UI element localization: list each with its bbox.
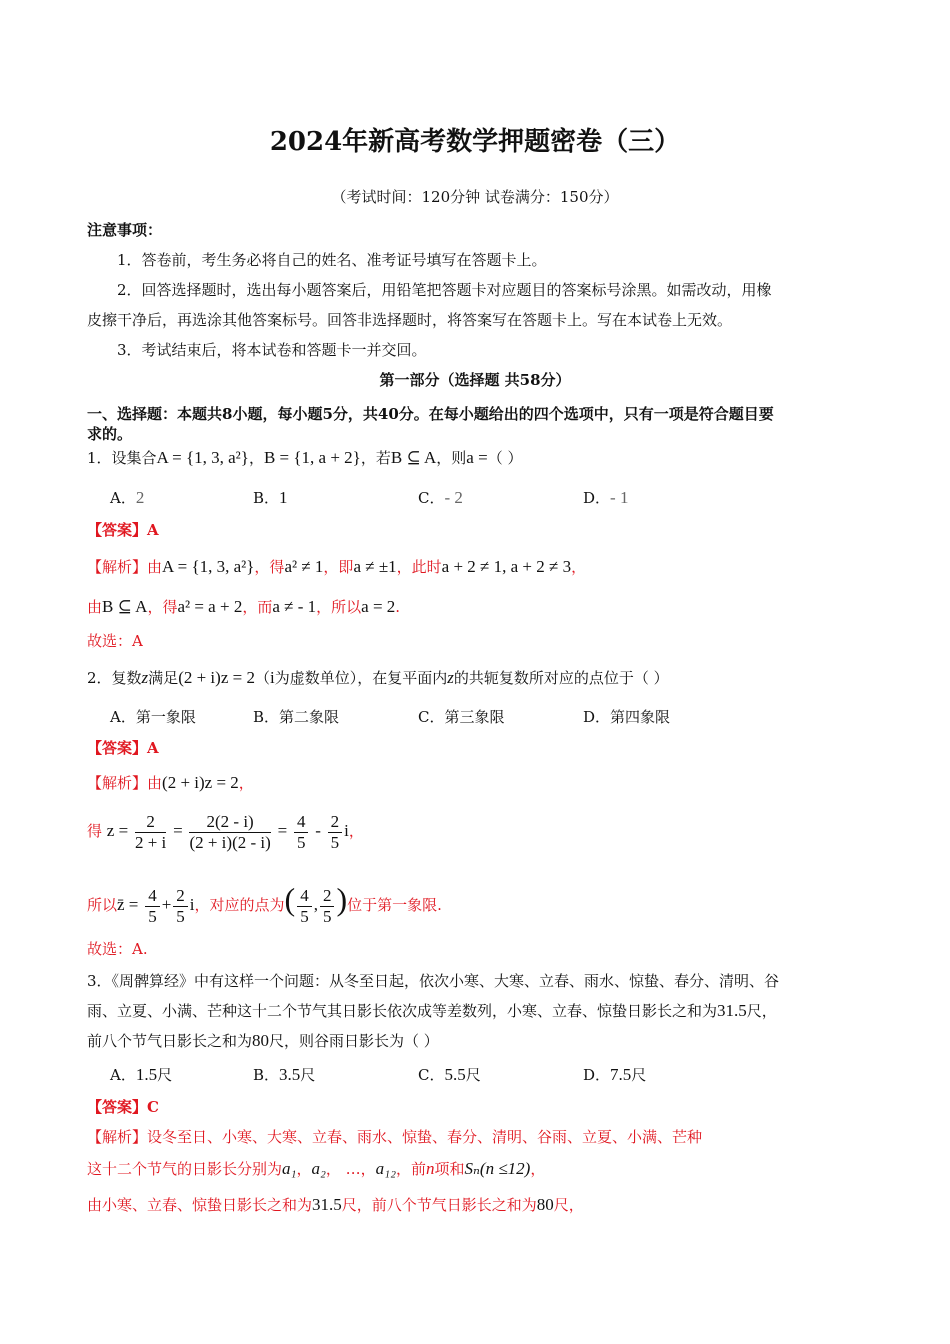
analysis-tag: 【解析】	[87, 1128, 148, 1146]
analysis-math: i	[189, 895, 195, 914]
q1-option-c[interactable]	[418, 487, 463, 509]
analysis-text: 项和	[434, 1160, 465, 1178]
q2-text: （	[254, 669, 270, 687]
note-item-2b: 皮擦干净后，再选涂其他答案标号。回答非选择题时，将答案写在答题卡上。写在本试卷上无效。	[87, 311, 733, 329]
q3-option-d[interactable]	[583, 1064, 646, 1086]
option-value: 第二象限	[279, 708, 340, 726]
option-label: A．	[110, 1066, 136, 1084]
q2-analysis-line-1	[87, 772, 254, 794]
fraction	[135, 812, 166, 853]
analysis-text: 尺，前八个节气日影长之和为	[341, 1196, 537, 1214]
q2-analysis-line-2	[87, 808, 364, 854]
note-item-1: 1．答卷前，考生务必将自己的姓名、准考证号填写在答题卡上。	[117, 251, 547, 269]
q3-analysis-line-3	[87, 1194, 584, 1216]
q2-text: 为虚数单位），在复平面内	[274, 669, 448, 687]
q2-math: z	[447, 668, 454, 687]
analysis-math: +	[161, 895, 172, 914]
q1-analysis-line-2	[87, 596, 400, 618]
option-label: A．	[110, 489, 136, 507]
analysis-text: 尺，	[553, 1196, 584, 1214]
fraction-numerator: 4	[294, 812, 309, 833]
option-value: 5.5	[444, 1065, 466, 1084]
q1-set-a: A = {1, 3, a²}	[156, 448, 249, 467]
question-2-stem	[87, 667, 669, 689]
q2-text: 满足	[148, 669, 179, 687]
q1-text: （ ）	[487, 449, 523, 467]
analysis-text: ，得	[147, 598, 178, 616]
option-label: C．	[418, 1066, 445, 1084]
analysis-text: 由	[147, 558, 163, 576]
analysis-math: z̄ =	[117, 895, 139, 914]
q2-option-a[interactable]	[110, 706, 196, 728]
option-label: C．	[418, 708, 445, 726]
part-heading: 第一部分（选择题 共58分）	[379, 371, 571, 389]
q3-text: 尺，	[746, 1002, 777, 1020]
q2-option-d[interactable]	[583, 706, 670, 728]
fraction	[328, 812, 343, 853]
q3-option-b[interactable]	[253, 1064, 315, 1086]
q3-analysis-line-1	[87, 1126, 702, 1148]
question-1-stem	[87, 447, 522, 469]
analysis-math: z =	[106, 821, 129, 840]
option-value: 3.5	[279, 1065, 301, 1084]
q1-option-d[interactable]	[583, 487, 628, 509]
q3-option-c[interactable]	[418, 1064, 481, 1086]
note-item-2a: 2．回答选择题时，选出每小题答案后，用铅笔把答题卡对应题目的答案标号涂黑。如需改动，用橡	[117, 281, 772, 299]
analysis-text: ，此时	[396, 558, 442, 576]
question-3-line-1: 3．《周髀算经》中有这样一个问题：从冬至日起，依次小寒、大寒、立春、雨水、惊蛰、春分、清明、谷	[87, 972, 780, 990]
option-value: 1	[279, 488, 288, 507]
analysis-math: a² = a + 2	[177, 597, 243, 616]
q3-math: 80	[252, 1031, 270, 1050]
fraction-numerator: 2	[135, 812, 166, 833]
q2-answer: 【答案】A	[87, 739, 159, 757]
analysis-text: ，而	[242, 598, 273, 616]
analysis-math: 80	[536, 1195, 554, 1214]
analysis-text: ，	[571, 558, 587, 576]
fraction	[173, 886, 188, 927]
analysis-math: (	[284, 881, 296, 917]
fraction-denominator: 5	[300, 906, 309, 926]
q3-text: 尺，则谷雨日影长为（ ）	[269, 1032, 439, 1050]
option-label: B．	[253, 708, 280, 726]
q1-set-b: B = {1, a + 2}	[263, 448, 361, 467]
option-label: D．	[583, 708, 611, 726]
analysis-math: Sₙ(n ≤12)	[464, 1159, 531, 1178]
analysis-math: a ≠ - 1	[272, 597, 317, 616]
exam-info: （考试时间：120分钟 试卷满分：150分）	[331, 188, 619, 206]
option-label: D．	[583, 489, 611, 507]
analysis-text: 由	[87, 598, 103, 616]
analysis-math: 31.5	[312, 1195, 342, 1214]
option-value: 1.5	[135, 1065, 158, 1084]
option-value: 第三象限	[444, 708, 505, 726]
q1-final: 故选：A	[87, 632, 143, 650]
option-value: 第四象限	[610, 708, 671, 726]
analysis-text: ，	[530, 1160, 546, 1178]
q2-text: 的共轭复数所对应的点位于（ ）	[453, 669, 669, 687]
analysis-text: ，	[238, 774, 254, 792]
option-label: B．	[253, 1066, 280, 1084]
fraction-denominator: 5	[330, 832, 340, 852]
notes-heading: 注意事项：	[87, 221, 163, 239]
fraction	[145, 886, 160, 927]
analysis-text: 所以	[87, 896, 118, 914]
q1-option-b[interactable]	[253, 487, 288, 509]
q2-math: i	[269, 668, 275, 687]
fraction-numerator: 4	[297, 886, 312, 907]
fraction	[189, 812, 270, 853]
analysis-math: a = 2	[361, 597, 396, 616]
q2-text: 2．复数	[87, 669, 142, 687]
analysis-text: ，前	[395, 1160, 426, 1178]
section-instruction-1: 一、选择题：本题共8小题，每小题5分，共40分。在每小题给出的四个选项中，只有一项是符合题目要	[87, 405, 774, 423]
fraction-numerator: 4	[145, 886, 160, 907]
analysis-math: =	[173, 821, 183, 840]
option-unit: 尺	[631, 1066, 647, 1084]
analysis-math: a + 2 ≠ 1, a + 2 ≠ 3	[441, 557, 572, 576]
q2-math: z	[141, 668, 149, 687]
option-unit: 尺	[157, 1066, 173, 1084]
analysis-math: ,	[313, 895, 318, 914]
option-value: 7.5	[610, 1065, 632, 1084]
q1-condition: B ⊆ A	[390, 448, 437, 467]
analysis-text: ，对应的点为	[194, 896, 285, 914]
fraction	[320, 886, 335, 927]
fraction-numerator: 2(2 - i)	[189, 812, 270, 833]
analysis-math: a² ≠ 1	[284, 557, 324, 576]
q2-equation: (2 + i)z = 2	[178, 668, 255, 687]
analysis-text: ，	[348, 822, 364, 840]
q2-option-b[interactable]	[253, 706, 339, 728]
option-label: B．	[253, 489, 280, 507]
option-label: A．	[110, 708, 136, 726]
q1-text: 1．设集合	[87, 449, 157, 467]
analysis-math: n	[426, 1159, 435, 1178]
q1-ask: a =	[466, 448, 488, 467]
q3-option-a[interactable]	[110, 1064, 172, 1086]
fraction-numerator: 2	[328, 812, 343, 833]
option-value: 第一象限	[135, 708, 196, 726]
fraction-denominator: 5	[322, 906, 332, 926]
fraction-numerator: 2	[320, 886, 335, 907]
q3-text: 前八个节气日影长之和为	[87, 1032, 253, 1050]
analysis-math: a₁₂	[375, 1159, 396, 1178]
analysis-math: a ≠ ±1	[353, 557, 397, 576]
analysis-math: B ⊆ A	[102, 597, 148, 616]
analysis-text: 由	[147, 774, 163, 792]
fraction-denominator: 2 + i	[134, 832, 167, 852]
q3-analysis-line-2	[87, 1158, 545, 1180]
analysis-text: 由小寒、立春、惊蛰日影长之和为	[87, 1196, 313, 1214]
q3-answer: 【答案】C	[87, 1098, 159, 1116]
option-unit: 尺	[465, 1066, 481, 1084]
q1-text: ，	[248, 449, 264, 467]
analysis-tag: 【解析】	[87, 558, 148, 576]
note-item-3: 3．考试结束后，将本试卷和答题卡一并交回。	[117, 341, 427, 359]
analysis-math: A = {1, 3, a²}	[162, 557, 255, 576]
option-value: - 1	[610, 488, 629, 507]
analysis-text: 这十二个节气的日影长分别为	[87, 1160, 283, 1178]
fraction-denominator: 5	[296, 832, 306, 852]
analysis-text: ，所以	[316, 598, 362, 616]
analysis-math: a₂	[311, 1159, 326, 1178]
q2-final: 故选：A.	[87, 940, 148, 958]
question-3-line-2	[87, 1000, 777, 1022]
analysis-math: (2 + i)z = 2	[162, 773, 239, 792]
analysis-text: ， …，	[325, 1160, 376, 1178]
option-value: - 2	[444, 488, 463, 507]
option-unit: 尺	[300, 1066, 316, 1084]
fraction-denominator: 5	[176, 906, 185, 926]
analysis-text: .	[395, 598, 401, 616]
analysis-text: ，	[296, 1160, 312, 1178]
q3-math: 31.5	[717, 1001, 747, 1020]
analysis-text: ，得	[254, 558, 285, 576]
fraction-denominator: (2 + i)(2 - i)	[189, 832, 271, 852]
analysis-tag: 【解析】	[87, 774, 148, 792]
q3-text: 雨、立夏、小满、芒种这十二个节气其日影长依次成等差数列，小寒、立春、惊蛰日影长之和为	[87, 1002, 718, 1020]
question-3-line-3	[87, 1030, 439, 1052]
analysis-math: -	[315, 821, 321, 840]
option-label: C．	[418, 489, 445, 507]
analysis-text: 设冬至日、小寒、大寒、立春、雨水、惊蛰、春分、清明、谷雨、立夏、小满、芒种	[147, 1128, 703, 1146]
fraction-numerator: 2	[173, 886, 188, 907]
q1-option-a[interactable]	[110, 487, 144, 509]
fraction	[294, 812, 309, 853]
analysis-math: a₁	[282, 1159, 297, 1178]
analysis-text: 位于第一象限.	[347, 896, 442, 914]
q1-answer: 【答案】A	[87, 521, 159, 539]
analysis-math: )	[336, 881, 348, 917]
q1-analysis-line-1	[87, 556, 586, 578]
analysis-text: 得	[87, 822, 103, 840]
option-label: D．	[583, 1066, 611, 1084]
q2-analysis-line-3	[87, 876, 442, 928]
analysis-text: ，即	[323, 558, 354, 576]
option-value: 2	[135, 488, 145, 507]
q2-option-c[interactable]	[418, 706, 505, 728]
fraction-denominator: 5	[148, 906, 157, 926]
q1-text: ，若	[360, 449, 391, 467]
analysis-math: =	[277, 821, 288, 840]
fraction	[297, 886, 312, 927]
section-instruction-2: 求的。	[87, 425, 133, 443]
page-title: 2024年新高考数学押题密卷（三）	[269, 127, 681, 157]
analysis-math: i	[344, 821, 349, 840]
q1-text: ，则	[436, 449, 467, 467]
